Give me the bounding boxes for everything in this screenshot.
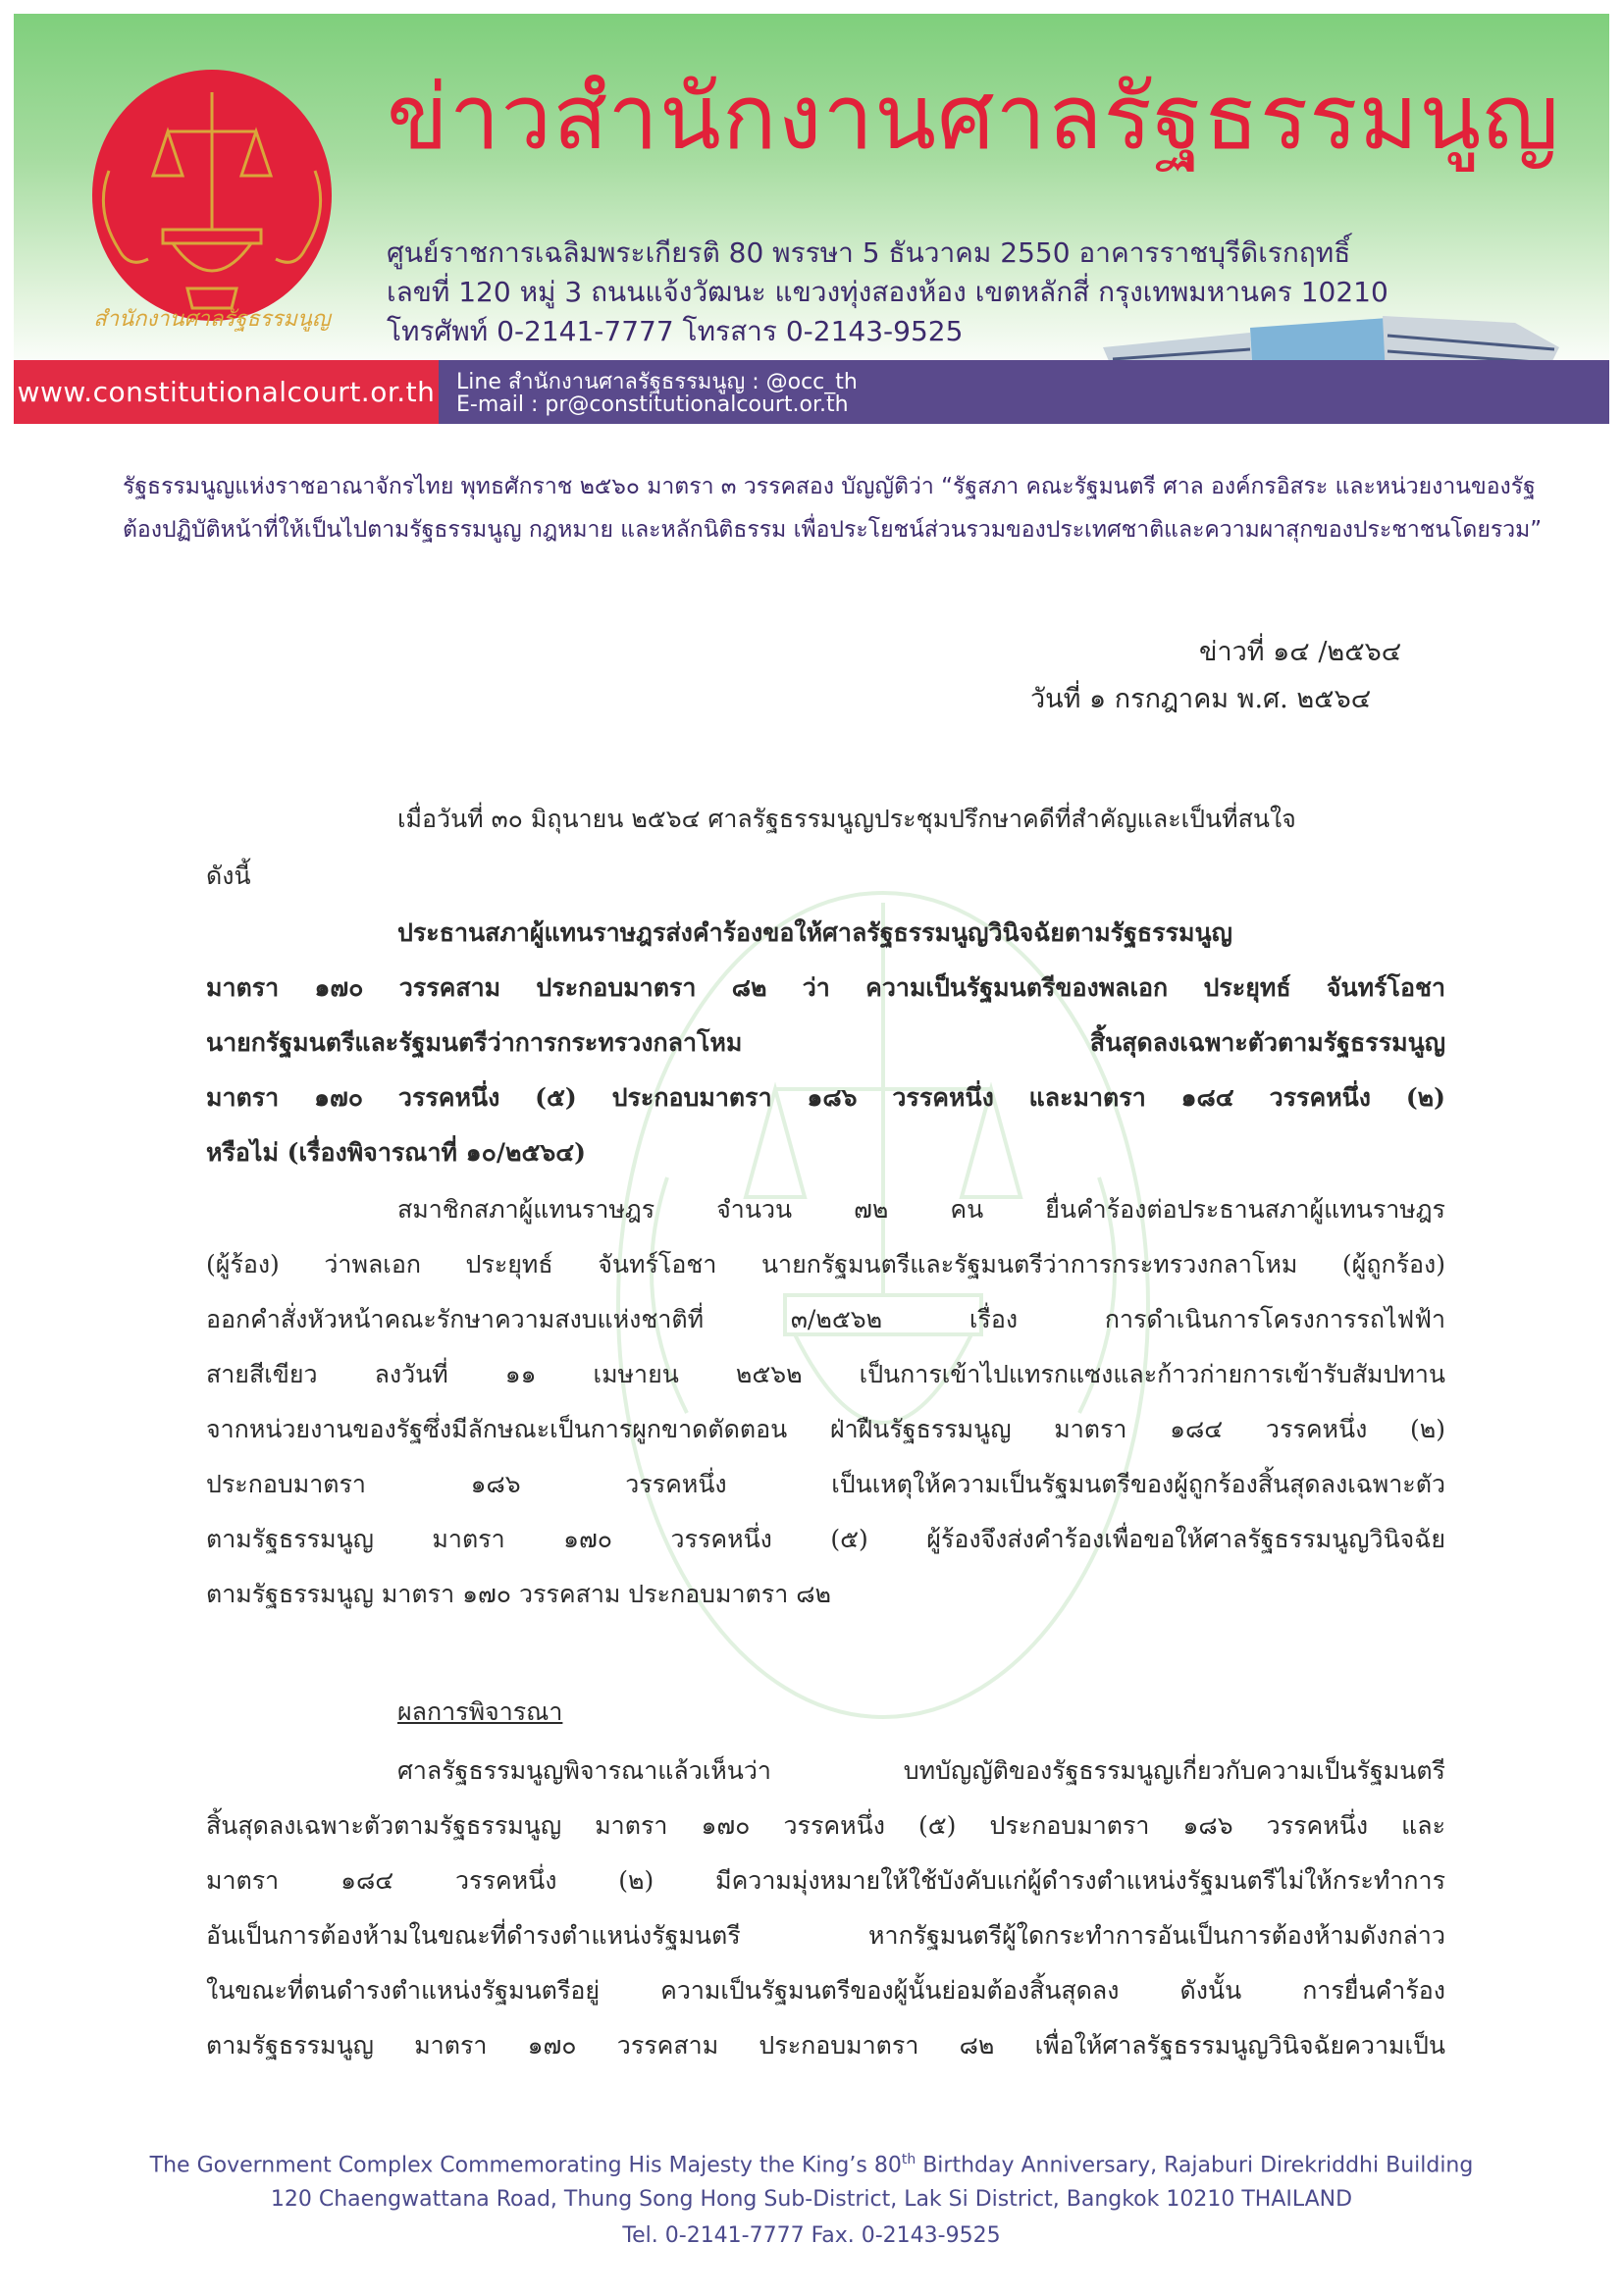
result-line-2: สิ้นสุดลงเฉพาะตัวตามรัฐธรรมนูญ มาตรา ๑๗๐ วรรคหนึ่ง (๕) ประกอบมาตรา ๑๘๖ วรรคหนึ่ง และ — [206, 1811, 1445, 1840]
footer-address-line-1: The Government Complex Commemorating His Majesty the King’s 80th Birthday Anniversary, Rajaburi Direkriddhi Building — [149, 2152, 1474, 2178]
svg-text:สำนักงานศาลรัฐธรรมนูญ: สำนักงานศาลรัฐธรรมนูญ — [93, 307, 331, 332]
result-line-3: มาตรา ๑๘๔ วรรคหนึ่ง (๒) มีความมุ่งหมายให้ใช้บังคับแก่ผู้ดำรงตำแหน่งรัฐมนตรีไม่ให้กระทำการ — [206, 1866, 1445, 1895]
facts-line-5: จากหน่วยงานของรัฐซึ่งมีลักษณะเป็นการผูกขาดตัดตอน ฝ่าฝืนรัฐธรรมนูญ มาตรา ๑๘๔ วรรคหนึ่ง (๒) — [206, 1415, 1445, 1443]
website-link[interactable]: www.constitutionalcourt.or.th — [17, 376, 436, 408]
case-title-line-5: หรือไม่ (เรื่องพิจารณาที่ ๑๐/๒๕๖๔) — [206, 1138, 586, 1167]
result-heading: ผลการพิจารณา — [397, 1697, 563, 1726]
facts-line-7: ตามรัฐธรรมนูญ มาตรา ๑๗๐ วรรคหนึ่ง (๕) ผู้ร้องจึงส่งคำร้องเพื่อขอให้ศาลรัฐธรรมนูญวินิจฉัย — [206, 1525, 1445, 1553]
facts-line-8: ตามรัฐธรรมนูญ มาตรา ๑๗๐ วรรคสาม ประกอบมาตรา ๘๒ — [206, 1580, 831, 1608]
constitution-quote-line-1: รัฐธรรมนูญแห่งราชอาณาจักรไทย พุทธศักราช ๒๕๖๐ มาตรา ๓ วรรคสอง บัญญัติว่า “รัฐสภา คณะรัฐมนตรี ศาล องค์กรอิสระ และหน่วยงานของรัฐ — [123, 474, 1536, 499]
case-title-line-2: มาตรา ๑๗๐ วรรคสาม ประกอบมาตรา ๘๒ ว่า ความเป็นรัฐมนตรีของพลเอก ประยุทธ์ จันทร์โอชา — [206, 973, 1445, 1002]
website-strip — [14, 360, 439, 424]
result-line-5: ในขณะที่ตนดำรงตำแหน่งรัฐมนตรีอยู่ ความเป็นรัฐมนตรีของผู้นั้นย่อมต้องสิ้นสุดลง ดังนั้น การยื่นคำร้อง — [206, 1976, 1445, 2005]
facts-line-4: สายสีเขียว ลงวันที่ ๑๑ เมษายน ๒๕๖๒ เป็นการเข้าไปแทรกแซงและก้าวก่ายการเข้ารับสัมปทาน — [206, 1360, 1445, 1388]
news-number: ข่าวที่ ๑๔ /๒๕๖๔ — [1199, 637, 1402, 667]
news-date: วันที่ ๑ กรกฎาคม พ.ศ. ๒๕๖๔ — [1030, 684, 1372, 714]
case-title-line-1: ประธานสภาผู้แทนราษฎรส่งคำร้องขอให้ศาลรัฐธรรมนูญวินิจฉัยตามรัฐธรรมนูญ — [397, 918, 1232, 947]
intro-line-1: เมื่อวันที่ ๓๐ มิถุนายน ๒๕๖๔ ศาลรัฐธรรมนูญประชุมปรึกษาคดีที่สำคัญและเป็นที่สนใจ — [397, 805, 1296, 833]
phone-fax-line: โทรศัพท์ 0-2141-7777 โทรสาร 0-2143-9525 — [387, 315, 964, 347]
contact-strip — [439, 360, 1609, 424]
facts-line-3: ออกคำสั่งหัวหน้าคณะรักษาความสงบแห่งชาติที่ ๓/๒๕๖๒ เรื่อง การดำเนินการโครงการรถไฟฟ้า — [206, 1305, 1445, 1333]
address-line-1: ศูนย์ราชการเฉลิมพระเกียรติ 80 พรรษา 5 ธันวาคม 2550 อาคารราชบุรีดิเรกฤทธิ์ — [387, 236, 1351, 269]
court-seal-logo — [84, 63, 340, 338]
result-line-6: ตามรัฐธรรมนูญ มาตรา ๑๗๐ วรรคสาม ประกอบมาตรา ๘๒ เพื่อให้ศาลรัฐธรรมนูญวินิจฉัยความเป็น — [206, 2031, 1445, 2060]
footer-address-line-2: 120 Chaengwattana Road, Thung Song Hong Sub-District, Lak Si District, Bangkok 10210 THAILAND — [270, 2187, 1353, 2212]
email-contact[interactable]: E-mail : pr@constitutionalcourt.or.th — [456, 392, 849, 417]
facts-line-1: สมาชิกสภาผู้แทนราษฎร จำนวน ๗๒ คน ยื่นคำร้องต่อประธานสภาผู้แทนราษฎร — [397, 1195, 1445, 1224]
facts-line-2: (ผู้ร้อง) ว่าพลเอก ประยุทธ์ จันทร์โอชา นายกรัฐมนตรีและรัฐมนตรีว่าการกระทรวงกลาโหม (ผู้ถูกร้อง) — [206, 1250, 1445, 1278]
case-title-line-3: นายกรัฐมนตรีและรัฐมนตรีว่าการกระทรวงกลาโหม สิ้นสุดลงเฉพาะตัวตามรัฐธรรมนูญ — [206, 1028, 1445, 1057]
intro-line-2: ดังนี้ — [206, 861, 251, 890]
line-contact: Line สำนักงานศาลรัฐธรรมนูญ : @occ_th — [456, 370, 858, 394]
letterhead-title: ข่าวสำนักงานศาลรัฐธรรมนูญ — [387, 65, 1560, 170]
footer-phone-fax: Tel. 0-2141-7777 Fax. 0-2143-9525 — [622, 2223, 1001, 2248]
constitution-quote-line-2: ต้องปฏิบัติหน้าที่ให้เป็นไปตามรัฐธรรมนูญ กฎหมาย และหลักนิติธรรม เพื่อประโยชน์ส่วนรวมของประเทศชาติและความผาสุกของประชาชนโดยรวม” — [123, 517, 1543, 543]
result-line-4: อันเป็นการต้องห้ามในขณะที่ดำรงตำแหน่งรัฐมนตรี หากรัฐมนตรีผู้ใดกระทำการอันเป็นการต้องห้ามดังกล่าว — [206, 1921, 1445, 1950]
letterhead-banner — [14, 14, 1609, 424]
case-title-line-4: มาตรา ๑๗๐ วรรคหนึ่ง (๕) ประกอบมาตรา ๑๘๖ วรรคหนึ่ง และมาตรา ๑๘๔ วรรคหนึ่ง (๒) — [206, 1083, 1445, 1112]
address-line-2: เลขที่ 120 หมู่ 3 ถนนแจ้งวัฒนะ แขวงทุ่งสองห้อง เขตหลักสี่ กรุงเทพมหานคร 10210 — [387, 276, 1388, 308]
facts-line-6: ประกอบมาตรา ๑๘๖ วรรคหนึ่ง เป็นเหตุให้ความเป็นรัฐมนตรีของผู้ถูกร้องสิ้นสุดลงเฉพาะตัว — [206, 1470, 1445, 1498]
result-line-1: ศาลรัฐธรรมนูญพิจารณาแล้วเห็นว่า บทบัญญัติของรัฐธรรมนูญเกี่ยวกับความเป็นรัฐมนตรี — [397, 1756, 1445, 1785]
